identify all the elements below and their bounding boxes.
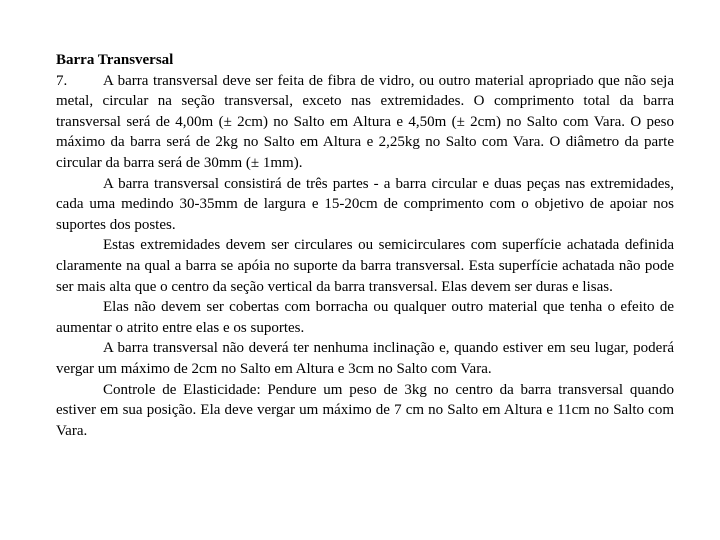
section-heading: Barra Transversal [56, 52, 174, 68]
document-body [56, 50, 674, 441]
paragraph-5: A barra transversal não deverá ter nenhuma inclinação e, quando estiver em seu lugar, poderá vergar um máximo de 2cm no Salto em Altura e 3cm no Salto com Vara. [56, 340, 674, 377]
paragraph-2: A barra transversal consistirá de três partes - a barra circular e duas peças nas extremidades, cada uma medindo 30-35mm de largura e 15-20cm de comprimento com o objetivo de apoiar nos suportes dos postes. [56, 175, 674, 233]
paragraph-4: Elas não devem ser cobertas com borracha ou qualquer outro material que tenha o efeito de aumentar o atrito entre elas e os suportes. [56, 299, 674, 336]
paragraph-1 [56, 71, 674, 174]
paragraph-6: Controle de Elasticidade: Pendure um peso de 3kg no centro da barra transversal quando estiver em sua posição. Ela deve vergar um máximo de 7 cm no Salto em Altura e 11cm no Salto com Vara. [56, 381, 674, 439]
paragraph-1-text: A barra transversal deve ser feita de fibra de vidro, ou outro material apropriado que não seja metal, circular na seção transversal, exceto nas extremidades. O comprimento total da barra transversal será de 4,00m (± 2cm) no Salto em Altura e 4,50m (± 2cm) no Salto com Vara. O peso máximo da barra será de 2kg no Salto em Altura e 2,25kg no Salto com Vara. O diâmetro da parte circular da barra será de 30mm (± 1mm). [56, 72, 674, 171]
paragraph-3: Estas extremidades devem ser circulares ou semicirculares com superfície achatada definida claramente na qual a barra se apóia no suporte da barra transversal. Esta superfície achatada não pode ser mais alta que o centro da seção vertical da barra transversal. Elas devem ser duras e lisas. [56, 237, 674, 295]
item-number: 7. [56, 72, 68, 89]
